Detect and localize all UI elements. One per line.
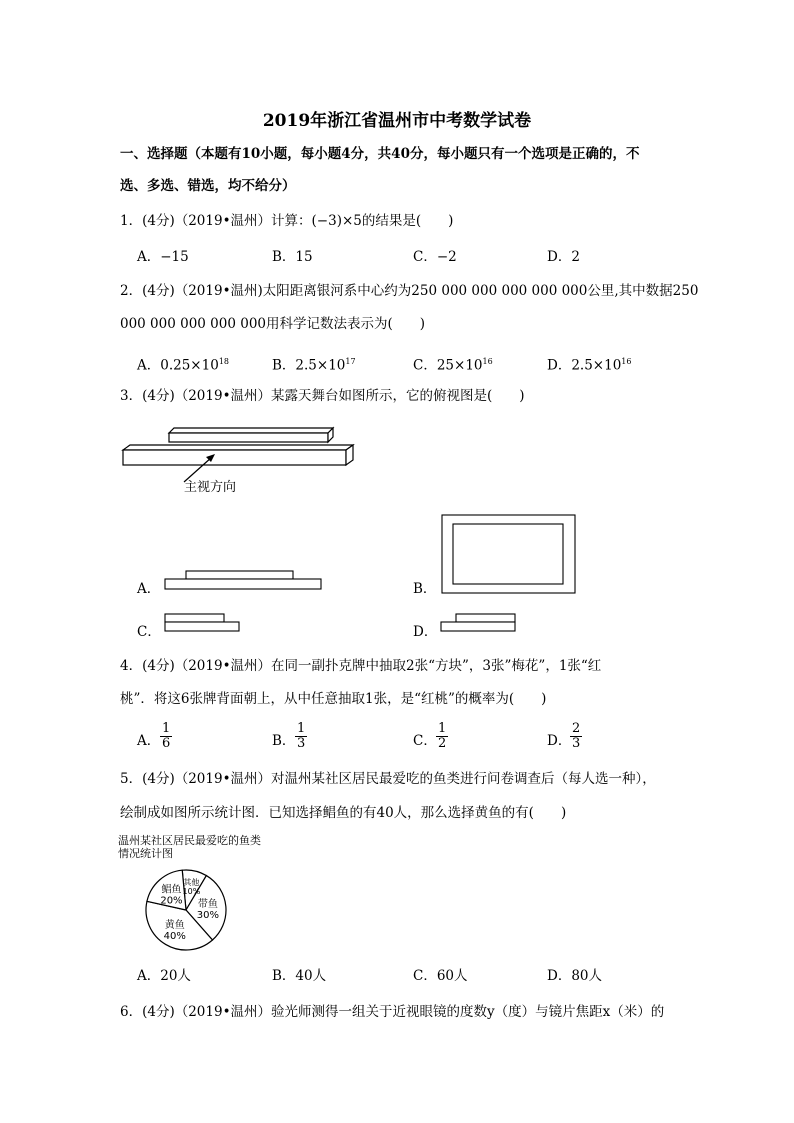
- question-5-stem-line1: 5．(4分)（2019•温州）对温州某社区居民最爱吃的鱼类进行问卷调查后（每人选一种），: [120, 771, 656, 787]
- pie-percent-label: 10%: [182, 886, 201, 896]
- section-heading-line1: 一、选择题（本题有10小题，每小题4分，共40分，每小题只有一个选项是正确的，不: [120, 146, 640, 162]
- question-4-option-b-fraction: $\frac{1}{3}$: [297, 721, 306, 751]
- bottom-slab-top-face: [123, 445, 353, 450]
- question-4-option-d-label: D．: [547, 733, 572, 749]
- pie-chart-title: 温州某社区居民最爱吃的鱼类情况统计图: [118, 834, 261, 860]
- question-3-option-c: C．: [137, 624, 161, 640]
- pie-percent-label: 40%: [163, 930, 186, 942]
- question-2-option-b: B．$2.5\times 10^{17}$: [272, 357, 356, 374]
- question-3-option-b: B．: [413, 581, 437, 597]
- question-3-stem: 3．(4分)（2019•温州）某露天舞台如图所示，它的俯视图是( ): [120, 388, 525, 404]
- question-1-stem: 1．(4分)（2019•温州）计算：(−3)×5的结果是( ): [120, 213, 454, 229]
- question-2-option-d: D．$2.5\times 10^{16}$: [547, 357, 632, 374]
- question-5-stem-line2: 绘制成如图所示统计图．已知选择鲳鱼的有40人，那么选择黄鱼的有( ): [120, 805, 567, 821]
- section-heading-line2: 选、多选、错选，均不给分）: [120, 178, 296, 194]
- question-5-option-d: D．80人: [547, 968, 603, 984]
- pie-percent-label: 30%: [196, 909, 220, 921]
- question-4-option-c-label: C．: [413, 733, 437, 749]
- question-2-stem-line2: 000 000 000 000 000用科学记数法表示为( ): [120, 316, 426, 332]
- top-slab-top-face: [169, 428, 333, 433]
- pie-category-label: 鲳鱼: [161, 884, 182, 896]
- question-6-stem: 6．(4分)（2019•温州）验光师测得一组关于近视眼镜的度数y（度）与镜片焦距x（米）的: [120, 1004, 665, 1020]
- question-4-stem-line1: 4．(4分)（2019•温州）在同一副扑克牌中抽取2张“方块”，3张”梅花”，1张“红: [120, 658, 602, 674]
- stage-figure: [118, 418, 363, 503]
- question-1-option-b: B．15: [272, 249, 313, 265]
- question-2-option-c: C．$25\times 10^{16}$: [413, 357, 493, 374]
- question-4-option-a-fraction: $\frac{1}{6}$: [162, 721, 171, 751]
- question-5-option-b: B．40人: [272, 968, 327, 984]
- question-3-option-d: D．: [413, 624, 438, 640]
- question-2-option-a: A．$0.25\times 10^{18}$: [137, 357, 229, 374]
- question-4-option-c-fraction: $\frac{1}{2}$: [438, 721, 447, 751]
- option-a-figure: [164, 570, 324, 592]
- question-4-stem-line2: 桃”．将这6张牌背面朝上，从中任意抽取1张，是“红桃”的概率为( ): [120, 691, 547, 707]
- question-5-option-a: A．20人: [137, 968, 191, 984]
- question-3-option-a: A．: [137, 581, 161, 597]
- question-1-option-d: D．2: [547, 249, 580, 265]
- page-title: 2019年浙江省温州市中考数学试卷: [262, 111, 532, 131]
- question-2-stem-line1: 2．(4分)（2019•温州)太阳距离银河系中心约为250 000 000 000 000 000公里,其中数据250: [120, 283, 699, 299]
- pie-percent-label: 20%: [160, 895, 183, 907]
- question-1-option-a: A．−15: [137, 249, 189, 265]
- option-b-figure: [441, 514, 577, 596]
- pie-chart: [142, 866, 242, 956]
- question-4-option-a-label: A．: [137, 733, 161, 749]
- option-d-figure: [440, 613, 518, 633]
- top-slab-front-face: [169, 433, 328, 442]
- question-5-option-c: C．60人: [413, 968, 468, 984]
- pie-category-label: 带鱼: [197, 898, 218, 910]
- question-4-option-d-fraction: $\frac{2}{3}$: [572, 721, 581, 751]
- option-c-figure: [164, 613, 242, 633]
- question-1-option-c: C．−2: [413, 249, 457, 265]
- pie-category-label: 黄鱼: [164, 919, 185, 931]
- question-4-option-b-label: B．: [272, 733, 296, 749]
- view-direction-label: 主视方向: [184, 480, 237, 495]
- bottom-slab-front-face: [123, 450, 346, 465]
- pie-category-label: 其他: [183, 877, 200, 887]
